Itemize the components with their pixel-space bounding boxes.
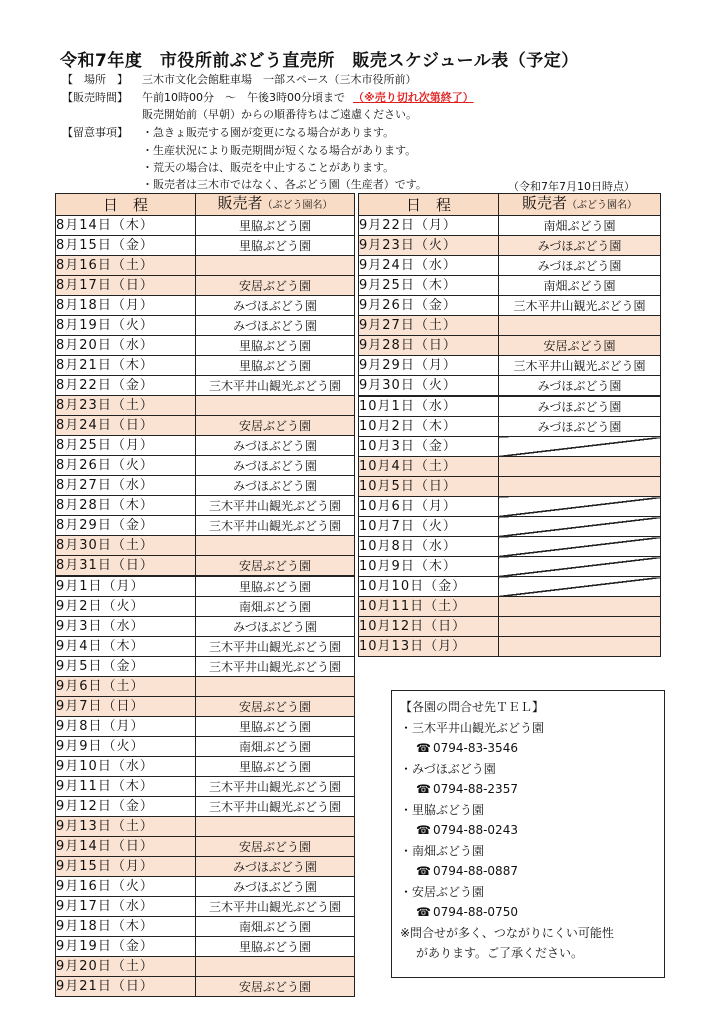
- schedule-date: 8月17日（日）: [56, 276, 196, 296]
- schedule-seller: 三木平井山観光ぶどう園: [196, 637, 355, 657]
- schedule-seller: 安居ぶどう園: [196, 697, 355, 717]
- contact-box: [391, 690, 665, 978]
- schedule-date: 9月6日（土）: [56, 677, 196, 697]
- note-item: ・荒天の場合は、販売を中止することがあります。: [142, 161, 395, 174]
- table-row: [56, 316, 355, 336]
- contact-name: ・三木平井山観光ぶどう園: [400, 720, 545, 735]
- table-row: [56, 396, 355, 416]
- schedule-date: 10月5日（日）: [359, 477, 499, 497]
- table-row: [359, 637, 661, 657]
- schedule-seller: 三木平井山観光ぶどう園: [196, 496, 355, 516]
- schedule-seller: 三木平井山観光ぶどう園: [196, 797, 355, 817]
- schedule-date: 8月24日（日）: [56, 416, 196, 436]
- table-row: [56, 376, 355, 396]
- table-row: [359, 256, 661, 276]
- schedule-date: 10月8日（水）: [359, 537, 499, 557]
- schedule-seller: 安居ぶどう園: [196, 977, 355, 997]
- schedule-date: 9月17日（水）: [56, 897, 196, 917]
- schedule-date: 8月14日（木）: [56, 216, 196, 236]
- table-row: [359, 236, 661, 256]
- schedule-seller: 里脇ぶどう園: [196, 717, 355, 737]
- sold-out-note: （※売り切れ次第終了）: [353, 91, 474, 104]
- schedule-date: 9月5日（金）: [56, 657, 196, 677]
- seller-header-label: 販売者: [521, 194, 567, 212]
- table-row: [56, 276, 355, 296]
- table-row: [56, 677, 355, 697]
- schedule-date: 8月21日（木）: [56, 356, 196, 376]
- contact-note: ※問合せが多く、つながりにくい可能性: [400, 925, 614, 940]
- contact-tel-row: [400, 779, 656, 800]
- table-row: [56, 897, 355, 917]
- schedule-date: 8月26日（火）: [56, 456, 196, 476]
- contact-tel-row: [400, 861, 656, 882]
- note-item: ・販売者は三木市ではなく、各ぶどう園（生産者）です。: [142, 178, 427, 191]
- schedule-seller: 里脇ぶどう園: [196, 236, 355, 256]
- contact-tel: 0794-88-0243: [432, 823, 518, 837]
- schedule-seller: みづほぶどう園: [499, 396, 661, 417]
- table-row: [56, 797, 355, 817]
- schedule-seller: 里脇ぶどう園: [196, 576, 355, 597]
- note-item: ・生産状況により販売期間が短くなる場合があります。: [142, 144, 417, 157]
- seller-header-sub: （ぶどう園名）: [567, 200, 637, 211]
- table-row: [56, 436, 355, 456]
- table-row: [56, 617, 355, 637]
- contact-tel: 0794-88-2357: [432, 782, 518, 796]
- table-row: [359, 597, 661, 617]
- schedule-seller: 安居ぶどう園: [196, 556, 355, 577]
- schedule-date: 9月2日（火）: [56, 597, 196, 617]
- table-row: [359, 276, 661, 296]
- schedule-seller: みづほぶどう園: [196, 436, 355, 456]
- schedule-seller: みづほぶどう園: [499, 376, 661, 397]
- schedule-seller: 里脇ぶどう園: [196, 216, 355, 236]
- schedule-date: 9月1日（月）: [56, 576, 196, 597]
- table-row: [56, 857, 355, 877]
- table-row: [359, 417, 661, 437]
- schedule-date: 9月14日（日）: [56, 837, 196, 857]
- phone-icon: ☎: [416, 782, 431, 796]
- schedule-date: 9月28日（日）: [359, 336, 499, 356]
- schedule-date: 10月6日（月）: [359, 497, 499, 517]
- contact-name: ・南畑ぶどう園: [400, 843, 485, 858]
- schedule-date: 9月19日（金）: [56, 937, 196, 957]
- no-sale-cell: [196, 957, 355, 977]
- schedule-seller: 安居ぶどう園: [196, 416, 355, 436]
- schedule-seller: みづほぶどう園: [196, 857, 355, 877]
- no-sale-cell: [196, 256, 355, 276]
- table-row: [359, 356, 661, 376]
- schedule-seller: 南畑ぶどう園: [196, 737, 355, 757]
- schedule-seller: 里脇ぶどう園: [196, 937, 355, 957]
- schedule-date: 10月1日（水）: [359, 396, 499, 417]
- seller-header-sub: （ぶどう園名）: [262, 200, 333, 211]
- table-row: [56, 597, 355, 617]
- schedule-seller: みづほぶどう園: [196, 316, 355, 336]
- schedule-date: 10月13日（月）: [359, 637, 499, 657]
- schedule-date: 9月24日（水）: [359, 256, 499, 276]
- table-row: [359, 577, 661, 597]
- schedule-date: 9月29日（月）: [359, 356, 499, 376]
- schedule-seller: 南畑ぶどう園: [499, 216, 661, 236]
- contact-name: ・安居ぶどう園: [400, 884, 485, 899]
- schedule-date: 9月12日（金）: [56, 797, 196, 817]
- table-row: [359, 557, 661, 577]
- contact-tel: 0794-88-0750: [432, 905, 518, 919]
- table-row: [359, 517, 661, 537]
- table-row: [359, 316, 661, 336]
- table-row: [56, 296, 355, 316]
- schedule-seller: 南畑ぶどう園: [196, 917, 355, 937]
- schedule-seller: みづほぶどう園: [196, 296, 355, 316]
- schedule-date: 8月15日（金）: [56, 236, 196, 256]
- no-sale-cell: [499, 497, 661, 517]
- schedule-date: 10月4日（土）: [359, 457, 499, 477]
- notes-row: [62, 126, 394, 140]
- schedule-date: 10月2日（木）: [359, 417, 499, 437]
- table-row: [56, 957, 355, 977]
- schedule-date: 9月18日（木）: [56, 917, 196, 937]
- schedule-date: 9月20日（土）: [56, 957, 196, 977]
- schedule-seller: 安居ぶどう園: [196, 276, 355, 296]
- schedule-date: 9月11日（木）: [56, 777, 196, 797]
- no-sale-cell: [196, 817, 355, 837]
- table-row: [359, 396, 661, 417]
- table-row: [56, 456, 355, 476]
- table-row: [56, 657, 355, 677]
- schedule-date: 9月4日（木）: [56, 637, 196, 657]
- schedule-seller: 里脇ぶどう園: [196, 356, 355, 376]
- schedule-date: 10月3日（金）: [359, 437, 499, 457]
- no-sale-cell: [499, 517, 661, 537]
- as-of-date: （令和7年7月10日時点）: [508, 180, 635, 193]
- table-header: [56, 194, 355, 216]
- schedule-date: 8月19日（火）: [56, 316, 196, 336]
- table-row: [56, 777, 355, 797]
- table-row: [359, 497, 661, 517]
- schedule-date: 10月12日（日）: [359, 617, 499, 637]
- schedule-seller: 三木平井山観光ぶどう園: [196, 516, 355, 536]
- table-row: [56, 236, 355, 256]
- table-row: [359, 477, 661, 497]
- schedule-date: 10月11日（土）: [359, 597, 499, 617]
- schedule-date: 9月30日（火）: [359, 376, 499, 397]
- schedule-date: 8月16日（土）: [56, 256, 196, 276]
- schedule-date: 9月23日（火）: [359, 236, 499, 256]
- schedule-seller: 南畑ぶどう園: [196, 597, 355, 617]
- time-label: 【販売時間】: [62, 91, 128, 104]
- no-sale-cell: [499, 437, 661, 457]
- table-header: [359, 194, 661, 216]
- table-row: [359, 537, 661, 557]
- schedule-date: 9月27日（土）: [359, 316, 499, 336]
- schedule-seller: 三木平井山観光ぶどう園: [196, 376, 355, 396]
- phone-icon: ☎: [416, 741, 431, 755]
- schedule-seller: 安居ぶどう園: [196, 837, 355, 857]
- contact-tel: 0794-88-0887: [432, 864, 518, 878]
- schedule-seller: 里脇ぶどう園: [196, 757, 355, 777]
- table-row: [56, 536, 355, 556]
- table-row: [56, 256, 355, 276]
- contact-tel-row: [400, 820, 656, 841]
- schedule-seller: 三木平井山観光ぶどう園: [499, 356, 661, 376]
- phone-icon: ☎: [416, 823, 431, 837]
- table-row: [359, 336, 661, 356]
- time-value: 午前10時00分 ～ 午後3時00分頃まで: [142, 91, 345, 104]
- schedule-date: 9月13日（土）: [56, 817, 196, 837]
- table-row: [56, 216, 355, 236]
- schedule-date: 8月23日（土）: [56, 396, 196, 416]
- table-row: [56, 496, 355, 516]
- table-row: [56, 977, 355, 997]
- schedule-seller: 三木平井山観光ぶどう園: [499, 296, 661, 316]
- schedule-date: 10月10日（金）: [359, 577, 499, 597]
- contact-name: ・里脇ぶどう園: [400, 802, 485, 817]
- no-sale-cell: [196, 536, 355, 556]
- table-row: [56, 476, 355, 496]
- table-row: [56, 556, 355, 577]
- place-row: [62, 73, 416, 87]
- table-row: [56, 717, 355, 737]
- time-note: 販売開始前（早朝）からの順番待ちはご遠慮ください。: [142, 108, 417, 121]
- note-item: ・急きょ販売する園が変更になる場合があります。: [142, 126, 395, 139]
- time-row: [62, 91, 474, 105]
- no-sale-cell: [499, 637, 661, 657]
- table-row: [359, 457, 661, 477]
- table-row: [56, 516, 355, 536]
- table-row: [359, 376, 661, 397]
- table-row: [56, 817, 355, 837]
- no-sale-cell: [499, 557, 661, 577]
- schedule-date: 9月10日（水）: [56, 757, 196, 777]
- schedule-date: 9月7日（日）: [56, 697, 196, 717]
- schedule-date: 8月28日（木）: [56, 496, 196, 516]
- schedule-seller: 安居ぶどう園: [499, 336, 661, 356]
- contact-tel-row: [400, 738, 656, 759]
- table-row: [359, 437, 661, 457]
- schedule-seller: みづほぶどう園: [499, 236, 661, 256]
- page-title: 令和7年度 市役所前ぶどう直売所 販売スケジュール表（予定）: [60, 51, 579, 71]
- contact-tel-row: [400, 902, 656, 923]
- place-value: 三木市文化会館駐車場 一部スペース（三木市役所前）: [142, 73, 417, 86]
- contact-name: ・みづほぶどう園: [400, 761, 496, 776]
- phone-icon: ☎: [416, 864, 431, 878]
- schedule-seller: みづほぶどう園: [499, 256, 661, 276]
- no-sale-cell: [499, 577, 661, 597]
- schedule-date: 10月7日（火）: [359, 517, 499, 537]
- no-sale-cell: [499, 316, 661, 336]
- schedule-seller: みづほぶどう園: [196, 476, 355, 496]
- schedule-seller: 三木平井山観光ぶどう園: [196, 897, 355, 917]
- schedule-seller: 南畑ぶどう園: [499, 276, 661, 296]
- table-row: [56, 356, 355, 376]
- table-row: [56, 576, 355, 597]
- schedule-date: 8月31日（日）: [56, 556, 196, 577]
- seller-header-label: 販売者: [217, 194, 263, 212]
- schedule-date: 9月22日（月）: [359, 216, 499, 236]
- table-row: [56, 416, 355, 436]
- notes-label: 【留意事項】: [62, 126, 128, 139]
- schedule-date: 8月30日（土）: [56, 536, 196, 556]
- schedule-date: 8月27日（水）: [56, 476, 196, 496]
- contact-note-cont: があります。ご了承ください。: [416, 946, 584, 960]
- date-header: 日 程: [56, 194, 196, 216]
- schedule-date: 9月9日（火）: [56, 737, 196, 757]
- table-row: [359, 216, 661, 236]
- schedule-seller: みづほぶどう園: [499, 417, 661, 437]
- schedule-seller: みづほぶどう園: [196, 456, 355, 476]
- schedule-date: 9月8日（月）: [56, 717, 196, 737]
- schedule-date: 8月29日（金）: [56, 516, 196, 536]
- no-sale-cell: [499, 597, 661, 617]
- schedule-seller: みづほぶどう園: [196, 877, 355, 897]
- phone-icon: ☎: [416, 905, 431, 919]
- schedule-seller: 里脇ぶどう園: [196, 336, 355, 356]
- seller-header: [499, 194, 661, 216]
- table-row: [56, 757, 355, 777]
- table-row: [56, 877, 355, 897]
- schedule-date: 8月20日（水）: [56, 336, 196, 356]
- table-row: [56, 837, 355, 857]
- schedule-date: 9月15日（月）: [56, 857, 196, 877]
- schedule-seller: 三木平井山観光ぶどう園: [196, 657, 355, 677]
- schedule-date: 9月16日（火）: [56, 877, 196, 897]
- schedule-date: 10月9日（木）: [359, 557, 499, 577]
- contact-list: [400, 718, 656, 923]
- date-header: 日 程: [359, 194, 499, 216]
- no-sale-cell: [196, 396, 355, 416]
- schedule-date: 9月26日（金）: [359, 296, 499, 316]
- place-label: 【 場所 】: [62, 73, 128, 86]
- schedule-seller: 三木平井山観光ぶどう園: [196, 777, 355, 797]
- schedule-seller: みづほぶどう園: [196, 617, 355, 637]
- table-row: [56, 697, 355, 717]
- table-row: [359, 296, 661, 316]
- table-row: [56, 737, 355, 757]
- schedule-date: 8月22日（金）: [56, 376, 196, 396]
- schedule-table-left: [55, 193, 355, 997]
- table-row: [359, 617, 661, 637]
- table-row: [56, 937, 355, 957]
- contact-title: 【各園の問合せ先ＴＥＬ】: [400, 700, 545, 714]
- contact-tel: 0794-83-3546: [432, 741, 518, 755]
- no-sale-cell: [499, 477, 661, 497]
- no-sale-cell: [499, 617, 661, 637]
- schedule-date: 9月3日（水）: [56, 617, 196, 637]
- schedule-date: 8月25日（月）: [56, 436, 196, 456]
- schedule-table-right: [358, 193, 661, 657]
- schedule-date: 8月18日（月）: [56, 296, 196, 316]
- no-sale-cell: [499, 537, 661, 557]
- schedule-date: 9月21日（日）: [56, 977, 196, 997]
- no-sale-cell: [196, 677, 355, 697]
- no-sale-cell: [499, 457, 661, 477]
- seller-header: [196, 194, 355, 216]
- table-row: [56, 637, 355, 657]
- schedule-date: 9月25日（木）: [359, 276, 499, 296]
- table-row: [56, 917, 355, 937]
- table-row: [56, 336, 355, 356]
